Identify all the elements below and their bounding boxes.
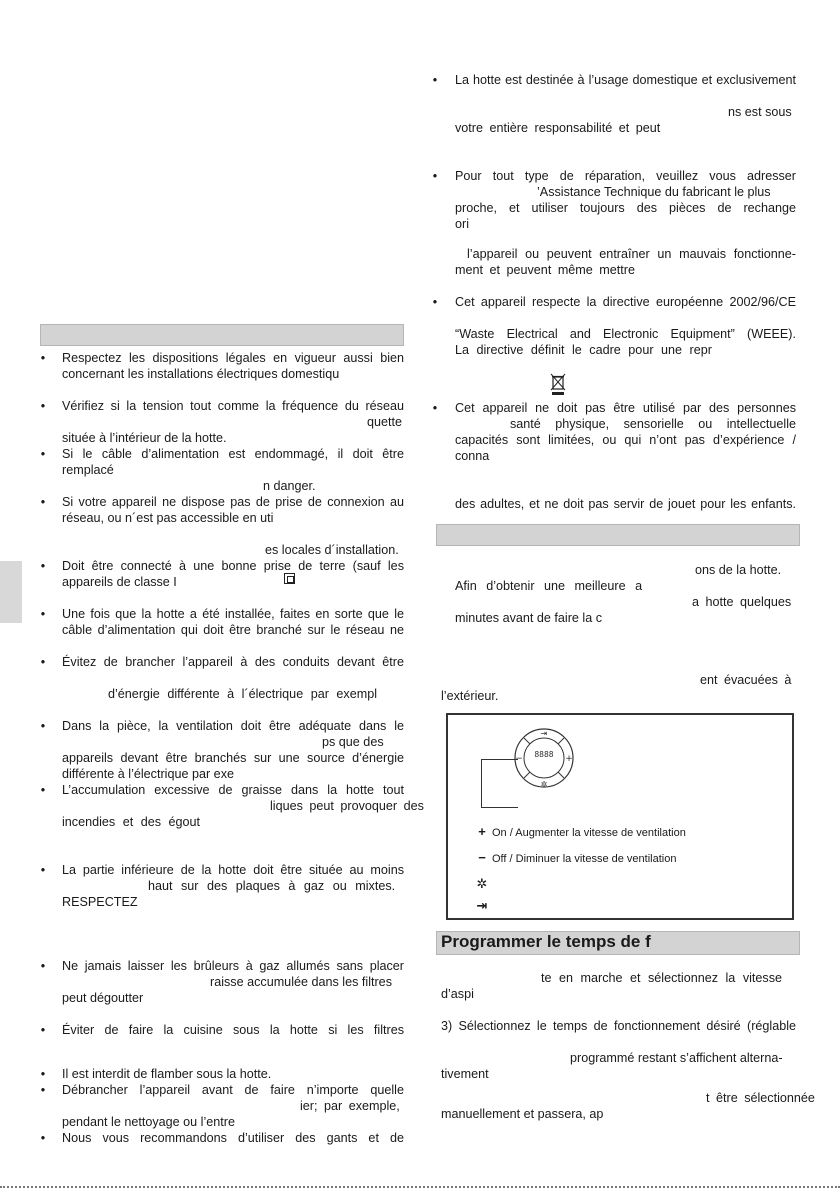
bullet: • — [40, 607, 46, 621]
bullet: • — [40, 863, 46, 877]
bullet-line: Cet appareil respecte la directive européenne 2002/96/CE — [455, 295, 796, 309]
usage-line: l’extérieur. — [441, 689, 499, 703]
program-line: te en marche et sélectionnez la vitesse — [541, 971, 783, 985]
bullet: • — [40, 959, 46, 973]
bullet-line: située à l’intérieur de la hotte. — [62, 431, 227, 445]
bullet-line: Si votre appareil ne dispose pas de prise de connexion au — [62, 495, 404, 509]
legend-row — [472, 899, 492, 914]
bullet-line: remplacé — [62, 463, 114, 477]
bullet-line: votre entière responsabilité et peut — [455, 121, 661, 135]
bullet-line: RESPECTEZ — [62, 895, 138, 909]
bullet-line: “Waste Electrical and Electronic Equipment” (WEEE). — [455, 327, 796, 341]
bullet-line: capacités sont limitées, ou qui n’ont pas d’expérience / — [455, 433, 796, 447]
bullet-line: ps que des — [322, 735, 384, 749]
minus-icon: − — [478, 850, 486, 865]
bullet-line: ’Assistance Technique du fabricant le plus — [537, 185, 771, 199]
bullet-line: Éviter de faire la cuisine sous la hotte si les filtres — [62, 1023, 404, 1037]
control-panel-dial — [514, 724, 574, 797]
light-icon: ✲ — [476, 876, 488, 891]
bullet-line: ns est sous — [728, 105, 792, 119]
bullet-line: es locales d´installation. — [265, 543, 399, 557]
bullet-line: câble d’alimentation qui doit être branché sur le réseau ne — [62, 623, 404, 637]
usage-line: a hotte quelques — [692, 595, 792, 609]
control-panel-figure — [446, 713, 794, 920]
bullet-line: La hotte est destinée à l’usage domestique et exclusivement — [455, 73, 796, 87]
usage-line: Afin d’obtenir une meilleure a — [455, 579, 643, 593]
bullet-line: liques peut provoquer des — [270, 799, 424, 813]
bullet: • — [40, 399, 46, 413]
usage-line: ent évacuées à — [700, 673, 792, 687]
bullet-line: Doit être connecté à une bonne prise de terre (sauf les — [62, 559, 404, 573]
bullet: • — [40, 655, 46, 669]
bullet-line: La directive définit le cadre pour une repr — [455, 343, 712, 357]
page-side-tab — [0, 561, 22, 623]
right-section-header — [436, 524, 800, 546]
bullet: • — [40, 495, 46, 509]
bullet-line: Débrancher l’appareil avant de faire n’importe quelle — [62, 1083, 404, 1097]
bullet-line: peut dégoutter — [62, 991, 144, 1005]
bullet-line: haut sur des plaques à gaz ou mixtes. — [148, 879, 396, 893]
left-section-header — [40, 324, 404, 346]
bullet-line: proche, et utiliser toujours des pièces de rechange — [455, 201, 796, 215]
legend-text: On / Augmenter la vitesse de ventilation — [492, 827, 686, 839]
program-line: d’aspi — [441, 987, 474, 1001]
svg-text:+: + — [565, 754, 573, 764]
bullet: • — [432, 295, 438, 309]
bullet-line: réseau, ou n´est pas accessible en uti — [62, 511, 274, 525]
svg-text:−: − — [515, 754, 523, 764]
page-bottom-dotted-rule — [0, 1186, 840, 1188]
usage-line: ons de la hotte. — [695, 563, 782, 577]
bullet-line: ier; par exemple, — [300, 1099, 400, 1113]
bullet-line: L’accumulation excessive de graisse dans la hotte tout — [62, 783, 404, 797]
bullet-line: Évitez de brancher l’appareil à des conduits devant être — [62, 655, 404, 669]
program-line: manuellement et passera, ap — [441, 1107, 604, 1121]
bullet: • — [40, 1023, 46, 1037]
bullet: • — [40, 351, 46, 365]
bullet-line: raisse accumulée dans les filtres — [210, 975, 392, 989]
legend-row — [472, 851, 676, 866]
legend-row — [472, 825, 686, 840]
bullet-line: appareils devant être branchés sur une source d’énergie — [62, 751, 404, 765]
plus-icon: + — [478, 824, 486, 839]
bullet-line: Une fois que la hotte a été installée, faites en sorte que le — [62, 607, 404, 621]
bullet-line: ment et peuvent même mettre — [455, 263, 635, 277]
bullet-line: l’appareil ou peuvent entraîner un mauvais fonctionne- — [467, 247, 796, 261]
bullet: • — [40, 719, 46, 733]
program-heading: Programmer le temps de f — [441, 932, 651, 951]
bullet: • — [40, 783, 46, 797]
control-panel-display: 8888 — [534, 750, 554, 759]
bullet: • — [40, 1131, 46, 1145]
bullet-line: Ne jamais laisser les brûleurs à gaz allumés sans placer — [62, 959, 404, 973]
bullet-line: conna — [455, 449, 490, 463]
bullet: • — [40, 1083, 46, 1097]
usage-line: minutes avant de faire la c — [455, 611, 603, 625]
bullet-line: Vérifiez si la tension tout comme la fréquence du réseau — [62, 399, 404, 413]
bullet: • — [432, 401, 438, 415]
bullet-line: Si le câble d’alimentation est endommagé, il doit être — [62, 447, 404, 461]
bullet-line: Cet appareil ne doit pas être utilisé par des personnes — [455, 401, 796, 415]
timer-icon: ⇥ — [476, 898, 488, 913]
bullet: • — [40, 1067, 46, 1081]
svg-text:✲: ✲ — [540, 780, 548, 789]
program-line: 3) Sélectionnez le temps de fonctionnement désiré (réglable — [441, 1019, 796, 1033]
bullet: • — [432, 169, 438, 183]
bullet-line: Dans la pièce, la ventilation doit être adéquate dans le — [62, 719, 404, 733]
bullet: • — [40, 447, 46, 461]
bullet-line: ori — [455, 217, 469, 231]
bullet-line: concernant les installations électriques domestiqu — [62, 367, 340, 381]
bullet-line: appareils de classe I — [62, 575, 177, 589]
bullet-line: différente à l’électrique par exe — [62, 767, 234, 781]
program-line: t être sélectionnée — [706, 1091, 815, 1105]
bullet-line: n danger. — [263, 479, 316, 493]
weee-bin-icon — [550, 372, 566, 401]
bullet-line: quette — [367, 415, 403, 429]
bullet-line: des adultes, et ne doit pas servir de jouet pour les enfants. — [455, 497, 796, 511]
bullet-line: La partie inférieure de la hotte doit être située au moins — [62, 863, 404, 877]
bullet-line: Il est interdit de flamber sous la hotte. — [62, 1067, 272, 1081]
bullet-line: Nous vous recommandons d’utiliser des gants et de — [62, 1131, 404, 1145]
bullet-line: incendies et des égout — [62, 815, 201, 829]
bullet-line: pendant le nettoyage ou l’entre — [62, 1115, 235, 1129]
program-line: tivement — [441, 1067, 489, 1081]
bullet-line: santé physique, sensorielle ou intellectuelle — [510, 417, 796, 431]
callout-line — [481, 759, 518, 808]
bullet-line: Pour tout type de réparation, veuillez vous adresser — [455, 169, 796, 183]
class-ii-symbol-icon — [284, 573, 295, 584]
bullet-line: Respectez les dispositions légales en vigueur aussi bien — [62, 351, 404, 365]
bullet: • — [432, 73, 438, 87]
legend-text: Off / Diminuer la vitesse de ventilation — [492, 853, 677, 865]
program-line: programmé restant s’affichent alterna- — [570, 1051, 783, 1065]
bullet-line: d’énergie différente à l´électrique par exempl — [108, 687, 377, 701]
bullet: • — [40, 559, 46, 573]
svg-text:⇥: ⇥ — [540, 729, 548, 738]
legend-row — [472, 877, 492, 892]
